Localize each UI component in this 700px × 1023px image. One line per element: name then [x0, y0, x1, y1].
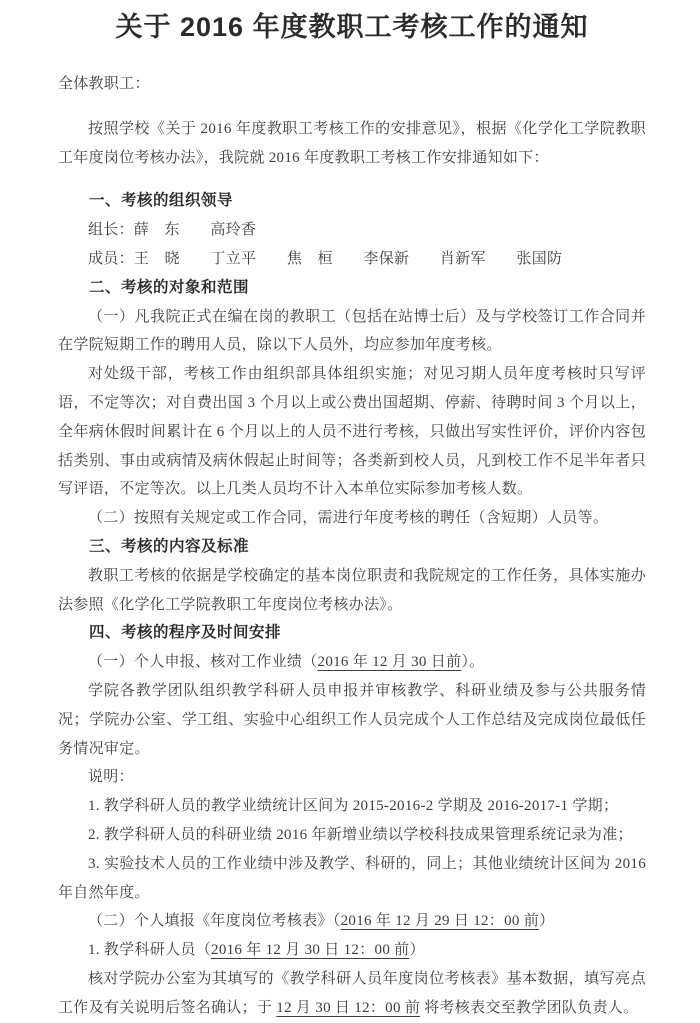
section-4-step-2-detail [58, 965, 646, 1023]
salutation-line: 全体教职工： [58, 76, 150, 92]
note-item-1: 1. 教学科研人员的教学业绩统计区间为 2015-2016-2 学期及 2016-2017-1 学期； [88, 798, 619, 815]
step-1-deadline: 2016 年 12 月 30 日前 [317, 654, 462, 671]
step-2-text: （二）个人填报《年度岗位考核表》（ [88, 913, 341, 930]
intro-paragraph: 按照学校《关于 2016 年度教职工考核工作的安排意见》，根据《化学化工学院教职工年度岗位考核办法》，我院就 2016 年度教职工考核工作安排通知如下： [58, 120, 646, 166]
section-2-paragraph-1: （一）凡我院正式在编在岗的教职工（包括在站博士后）及与学校签订工作合同并在学院短期工作的聘用人员，除以下人员外，均应参加年度考核。 [58, 308, 646, 354]
step-2-detail-deadline: 12 月 30 日 12：00 前 [276, 999, 421, 1016]
notes-label: 说明： [88, 769, 134, 786]
step-2-detail-text-end: 将考核表交至教学团队负责人。 [420, 999, 639, 1016]
section-4-step-2 [58, 907, 646, 936]
step-1-text-end: ）。 [461, 654, 485, 671]
section-3-paragraph-1: 教职工考核的依据是学校确定的基本岗位职责和我院规定的工作任务，具体实施办法参照《化学化工学院教职工年度岗位考核办法》。 [58, 567, 646, 613]
step-1-text: （一）个人申报、核对工作业绩（ [88, 654, 318, 671]
note-item-2: 2. 教学科研人员的科研业绩 2016 年新增业绩以学校科技成果管理系统记录为准； [88, 826, 633, 843]
section-4-step-1 [58, 648, 646, 677]
section-4-step-1-detail: 学院各教学团队组织教学科研人员申报并审核教学、科研业绩及参与公共服务情况；学院办公室、学工组、实验中心组织工作人员完成个人工作总结及完成岗位最低任务情况审定。 [58, 682, 646, 757]
step-2-sub-1-deadline: 2016 年 12 月 30 日 12：00 前 [211, 942, 410, 959]
step-2-sub-1-text: 1. 教学科研人员（ [88, 942, 212, 959]
section-2-heading: 二、考核的对象和范围 [89, 278, 250, 296]
step-2-sub-1-text-end: ） [409, 942, 425, 959]
note-item-3: 3. 实验技术人员的工作业绩中涉及教学、科研的，同上；其他业绩统计区间为 2016 年自然年度。 [58, 855, 646, 901]
document-title: 关于 2016 年度教职工考核工作的通知 [115, 12, 589, 42]
group-leader-line: 组长：薛 东 高玲香 [88, 222, 257, 239]
section-4-step-2-sub-1 [58, 936, 646, 965]
group-members-line: 成员：王 晓 丁立平 焦 桓 李保新 肖新军 张国防 [88, 250, 563, 267]
section-3-heading: 三、考核的内容及标准 [89, 537, 250, 555]
section-2-paragraph-3: （二）按照有关规定或工作合同，需进行年度考核的聘任（含短期）人员等。 [88, 510, 609, 527]
step-2-text-end: ） [539, 913, 555, 930]
step-2-detail-text: 核对学院办公室为其填写的《教学科研人员年度岗位考核表》基本数据，填写亮点工作及有关说明后签名确认；于 [58, 970, 646, 1016]
step-2-deadline: 2016 年 12 月 29 日 12：00 前 [340, 913, 540, 930]
section-1-heading: 一、考核的组织领导 [89, 192, 234, 210]
section-4-heading: 四、考核的程序及时间安排 [89, 624, 282, 642]
section-2-paragraph-2: 对处级干部，考核工作由组织部具体组织实施；对见习期人员年度考核时只写评语，不定等次；对自费出国 3 个月以上或公费出国超期、停薪、待聘时间 3 个月以上，全年病休假时间累计在 6 个月以上的人员不进行考核，只做出写实性评价，评价内容包括类别、事由或病情及病休假起止时间等；各类新到校人员，凡到校工作不足半年者只写评语，不定等次。以上几类人员均不计入本单位实际参加考核人数。 [58, 366, 646, 498]
